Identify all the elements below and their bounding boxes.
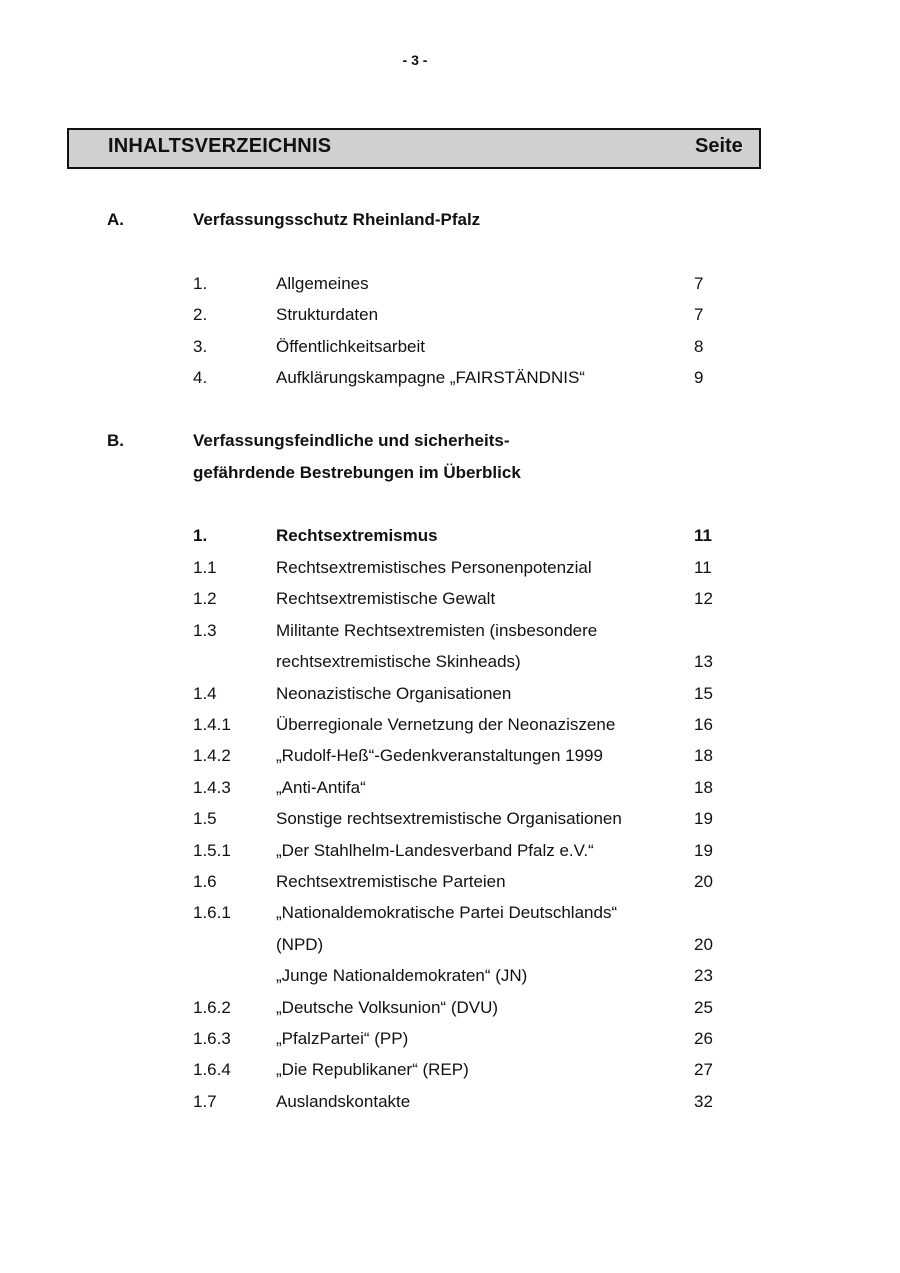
entry-label: Allgemeines: [276, 274, 369, 293]
entry-page: 19: [694, 809, 713, 828]
entry-page: 11: [694, 526, 712, 545]
entry-label: „Junge Nationaldemokraten“ (JN): [276, 966, 528, 985]
entry-number: 1.6.4: [193, 1060, 231, 1079]
entry-number: 3.: [193, 337, 208, 356]
entry-number: 1.5.1: [193, 841, 231, 860]
page-number: - 3 -: [402, 52, 428, 68]
section-letter: A.: [107, 210, 124, 229]
entry-page: 20: [694, 935, 713, 954]
section-title: Verfassungsfeindliche und sicherheits-: [193, 431, 510, 450]
entry-page: 19: [694, 841, 713, 860]
entry-label: „Die Republikaner“ (REP): [276, 1060, 469, 1079]
entry-number: 1.6: [193, 872, 217, 891]
entry-label: Öffentlichkeitsarbeit: [276, 337, 425, 356]
entry-number: 4.: [193, 368, 208, 387]
entry-number: 1.7: [193, 1092, 217, 1111]
section-title: gefährdende Bestrebungen im Überblick: [193, 463, 521, 482]
entry-page: 7: [694, 305, 704, 324]
entry-number: 1.2: [193, 589, 217, 608]
entry-page: 27: [694, 1060, 713, 1079]
entry-label: Sonstige rechtsextremistische Organisationen: [276, 809, 622, 828]
entry-label: „Deutsche Volksunion“ (DVU): [276, 998, 499, 1017]
entry-number: 1.: [193, 526, 208, 545]
entry-number: 1.3: [193, 621, 217, 640]
entry-page: 11: [694, 558, 712, 577]
entry-label: „PfalzPartei“ (PP): [276, 1029, 409, 1048]
entry-label: Rechtsextremistische Parteien: [276, 872, 506, 891]
entry-label: Rechtsextremistische Gewalt: [276, 589, 496, 608]
entry-label: „Nationaldemokratische Partei Deutschlands“: [276, 903, 618, 922]
entry-label: (NPD): [276, 935, 324, 954]
entry-page: 7: [694, 274, 704, 293]
entry-page: 18: [694, 746, 713, 765]
entry-page: 20: [694, 872, 713, 891]
entry-label: rechtsextremistische Skinheads): [276, 652, 521, 671]
entry-label: Aufklärungskampagne „FAIRSTÄNDNIS“: [276, 368, 585, 387]
entry-number: 1.: [193, 274, 208, 293]
entry-page: 9: [694, 368, 704, 387]
entry-page: 32: [694, 1092, 713, 1111]
entry-label: Rechtsextremismus: [276, 526, 438, 545]
entry-page: 12: [694, 589, 713, 608]
entry-number: 1.4.3: [193, 778, 231, 797]
entry-number: 1.4.1: [193, 715, 231, 734]
entry-page: 25: [694, 998, 713, 1017]
entry-page: 18: [694, 778, 713, 797]
entry-label: „Rudolf-Heß“-Gedenkveranstaltungen 1999: [276, 746, 603, 765]
entry-number: 1.6.1: [193, 903, 231, 922]
entry-label: Strukturdaten: [276, 305, 379, 324]
entry-number: 1.5: [193, 809, 217, 828]
toc-title: INHALTSVERZEICHNIS: [108, 135, 332, 157]
entry-page: 16: [694, 715, 713, 734]
entry-label: „Anti-Antifa“: [276, 778, 366, 797]
entry-label: Neonazistische Organisationen: [276, 684, 512, 703]
entry-page: 15: [694, 684, 713, 703]
entry-number: 1.4: [193, 684, 217, 703]
entry-label: Militante Rechtsextremisten (insbesondere: [276, 621, 598, 640]
entry-number: 2.: [193, 305, 208, 324]
page-column-label: Seite: [695, 135, 743, 157]
entry-page: 23: [694, 966, 713, 985]
entry-page: 13: [694, 652, 713, 671]
entry-label: Auslandskontakte: [276, 1092, 411, 1111]
entry-page: 26: [694, 1029, 713, 1048]
entry-label: Überregionale Vernetzung der Neonaziszene: [276, 715, 616, 734]
toc-header: [67, 128, 761, 169]
entry-page: 8: [694, 337, 704, 356]
entry-number: 1.4.2: [193, 746, 231, 765]
entry-number: 1.6.3: [193, 1029, 231, 1048]
entry-label: „Der Stahlhelm-Landesverband Pfalz e.V.“: [276, 841, 594, 860]
entry-number: 1.1: [193, 558, 217, 577]
entry-label: Rechtsextremistisches Personenpotenzial: [276, 558, 592, 577]
section-letter: B.: [107, 431, 124, 450]
entry-number: 1.6.2: [193, 998, 231, 1017]
section-title: Verfassungsschutz Rheinland-Pfalz: [193, 210, 481, 229]
